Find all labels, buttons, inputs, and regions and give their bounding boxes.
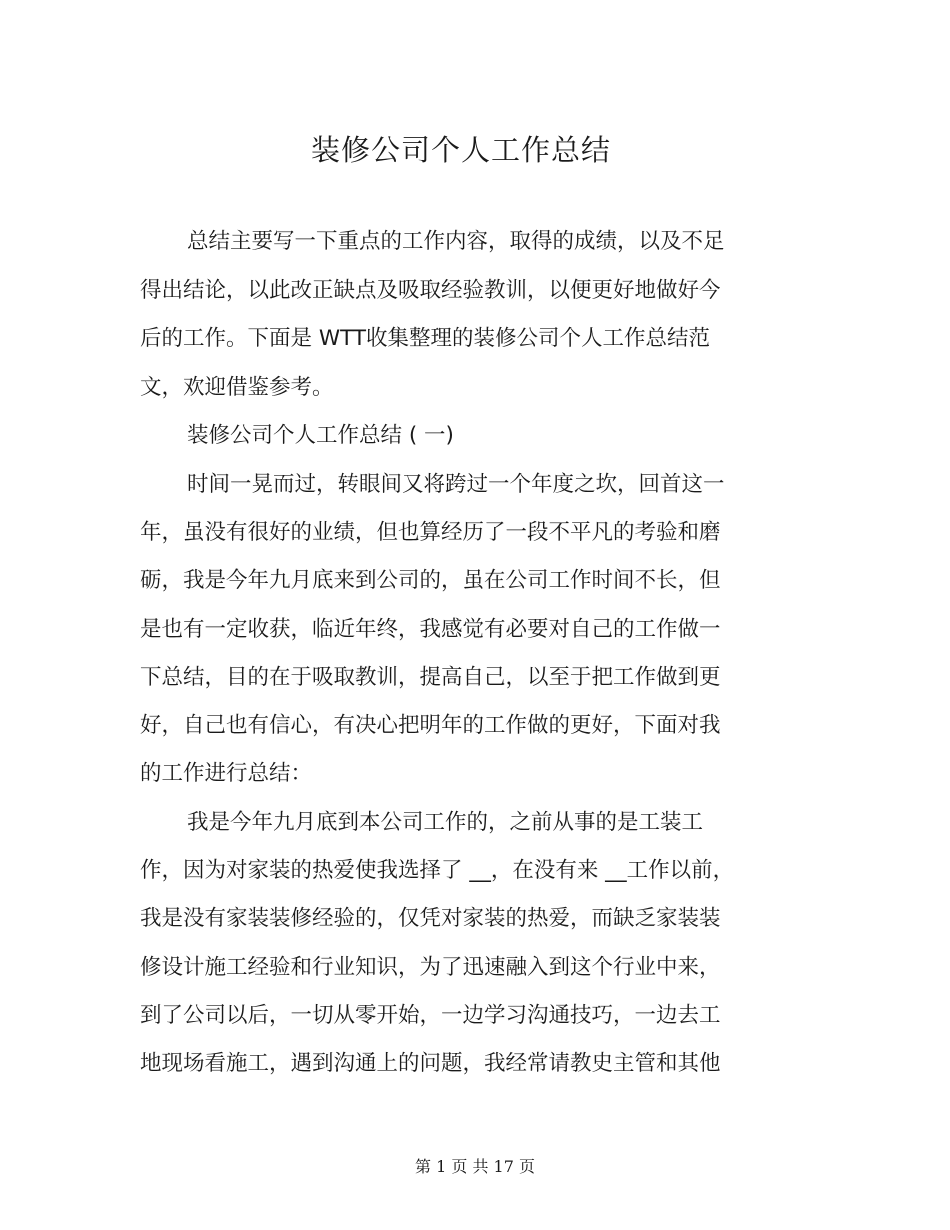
paragraph-line: 我是今年九月底到本公司工作的，之前从事的是工装工 <box>187 810 704 835</box>
paragraph-line: 年，虽没有很好的业绩，但也算经历了一段不平凡的考验和磨 <box>140 520 721 545</box>
paragraph-line: 修设计施工经验和行业知识，为了迅速融入到这个行业中来， <box>140 955 721 980</box>
paragraph-line: 砺，我是今年九月底来到公司的，虽在公司工作时间不长，但 <box>140 568 721 593</box>
section-heading: 装修公司个人工作总结 ( 一) <box>187 423 454 448</box>
paragraph-line: 作，因为对家装的热爱使我选择了 __，在没有来 __工作以前， <box>140 858 735 883</box>
document-title: 装修公司个人工作总结 <box>310 133 611 167</box>
paragraph-line: 地现场看施工，遇到沟通上的问题，我经常请教史主管和其他 <box>140 1051 721 1076</box>
paragraph-line: 文，欢迎借鉴参考。 <box>140 375 334 400</box>
page-number: 第 1 页 共 17 页 <box>415 1157 535 1176</box>
paragraph-line: 下总结，目的在于吸取教训，提高自己，以至于把工作做到更 <box>140 665 721 690</box>
paragraph-line: 后的工作。下面是 WTT收集整理的装修公司个人工作总结范 <box>140 326 710 351</box>
paragraph-line: 是也有一定收获，临近年终，我感觉有必要对自己的工作做一 <box>140 617 721 642</box>
paragraph-line: 得出结论，以此改正缺点及吸取经验教训，以便更好地做好今 <box>140 278 721 303</box>
paragraph-line: 的工作进行总结： <box>140 761 313 786</box>
paragraph-line: 到了公司以后，一切从零开始，一边学习沟通技巧，一边去工 <box>140 1003 721 1028</box>
paragraph-line: 总结主要写一下重点的工作内容，取得的成绩，以及不足 <box>187 229 725 254</box>
paragraph-line: 时间一晃而过，转眼间又将跨过一个年度之坎，回首这一 <box>187 472 725 497</box>
paragraph-line: 我是没有家装装修经验的，仅凭对家装的热爱，而缺乏家装装 <box>140 906 721 931</box>
paragraph-line: 好，自己也有信心，有决心把明年的工作做的更好，下面对我 <box>140 713 721 738</box>
